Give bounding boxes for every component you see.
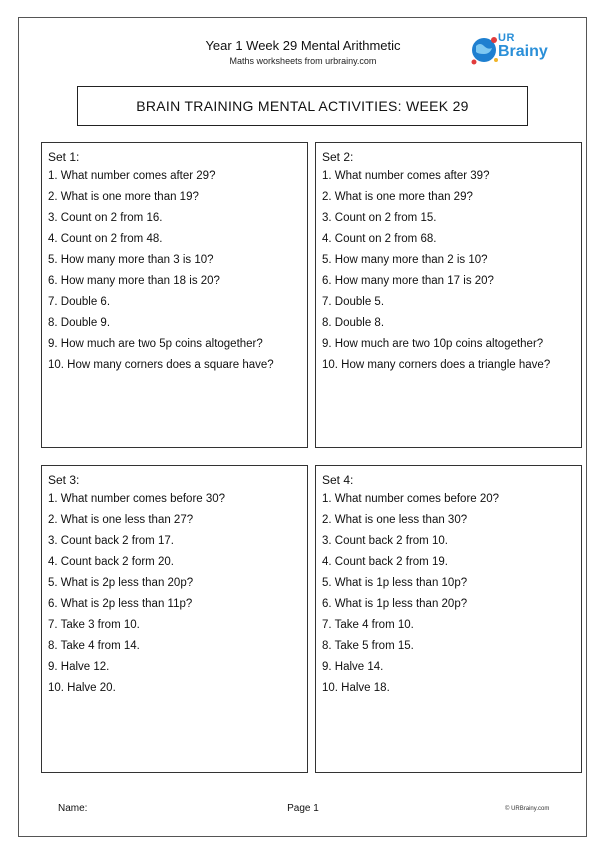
question-item: 9. Halve 12. — [48, 661, 110, 673]
logo-text-brainy: Brainy — [498, 43, 548, 60]
question-item: 5. What is 1p less than 10p? — [322, 577, 468, 589]
question-item: 8. Take 5 from 15. — [322, 640, 414, 652]
question-item: 10. How many corners does a triangle have? — [322, 359, 551, 371]
question-item: 10. How many corners does a square have? — [48, 359, 274, 371]
question-item: 4. Count on 2 from 68. — [322, 233, 437, 245]
question-item: 5. How many more than 3 is 10? — [48, 254, 214, 266]
set-title: Set 2: — [322, 150, 354, 164]
question-item: 2. What is one less than 27? — [48, 514, 194, 526]
question-item: 1. What number comes before 30? — [48, 493, 226, 505]
question-item: 8. Double 8. — [322, 317, 385, 329]
question-item: 1. What number comes after 39? — [322, 170, 490, 182]
question-item: 3. Count back 2 from 10. — [322, 535, 448, 547]
question-list — [322, 166, 581, 376]
question-item: 2. What is one more than 29? — [322, 191, 473, 203]
question-item: 4. Count back 2 form 20. — [48, 556, 174, 568]
question-item: 3. Count on 2 from 16. — [48, 212, 163, 224]
question-item: 1. What number comes before 20? — [322, 493, 500, 505]
banner-title: BRAIN TRAINING MENTAL ACTIVITIES: WEEK 29 — [136, 98, 469, 114]
question-list — [48, 489, 307, 699]
question-item: 5. What is 2p less than 20p? — [48, 577, 194, 589]
set-title: Set 1: — [48, 150, 80, 164]
worksheet-banner — [77, 86, 528, 126]
question-set-4 — [315, 465, 582, 773]
question-set-2 — [315, 142, 582, 448]
urbrainy-logo — [470, 30, 562, 70]
question-item: 2. What is one more than 19? — [48, 191, 199, 203]
question-set-1 — [41, 142, 308, 448]
question-item: 10. Halve 18. — [322, 682, 390, 694]
question-item: 3. Count on 2 from 15. — [322, 212, 437, 224]
question-item: 10. Halve 20. — [48, 682, 116, 694]
page-number: Page 1 — [287, 803, 319, 814]
question-set-3 — [41, 465, 308, 773]
page-title: Year 1 Week 29 Mental Arithmetic — [205, 38, 401, 53]
set-title: Set 3: — [48, 473, 80, 487]
question-item: 8. Take 4 from 14. — [48, 640, 140, 652]
question-item: 6. How many more than 17 is 20? — [322, 275, 494, 287]
question-item: 9. How much are two 5p coins altogether? — [48, 338, 263, 350]
question-item: 4. Count back 2 from 19. — [322, 556, 448, 568]
question-item: 9. Halve 14. — [322, 661, 384, 673]
copyright-notice: © URBrainy.com — [505, 806, 550, 812]
name-label: Name: — [58, 803, 88, 814]
question-item: 9. How much are two 10p coins altogether? — [322, 338, 544, 350]
question-item: 8. Double 9. — [48, 317, 111, 329]
globe-icon — [470, 32, 500, 68]
page-subtitle: Maths worksheets from urbrainy.com — [229, 56, 377, 66]
question-item: 7. Take 3 from 10. — [48, 619, 140, 631]
question-item: 6. How many more than 18 is 20? — [48, 275, 220, 287]
question-list — [48, 166, 307, 376]
question-list — [322, 489, 581, 699]
question-item: 2. What is one less than 30? — [322, 514, 468, 526]
question-item: 6. What is 2p less than 11p? — [48, 598, 193, 610]
question-item: 7. Double 5. — [322, 296, 385, 308]
question-item: 1. What number comes after 29? — [48, 170, 216, 182]
question-item: 7. Take 4 from 10. — [322, 619, 414, 631]
question-item: 5. How many more than 2 is 10? — [322, 254, 488, 266]
question-item: 4. Count on 2 from 48. — [48, 233, 163, 245]
set-title: Set 4: — [322, 473, 354, 487]
logo-text-ur: UR — [498, 32, 515, 44]
question-item: 6. What is 1p less than 20p? — [322, 598, 468, 610]
question-item: 7. Double 6. — [48, 296, 111, 308]
question-item: 3. Count back 2 from 17. — [48, 535, 174, 547]
